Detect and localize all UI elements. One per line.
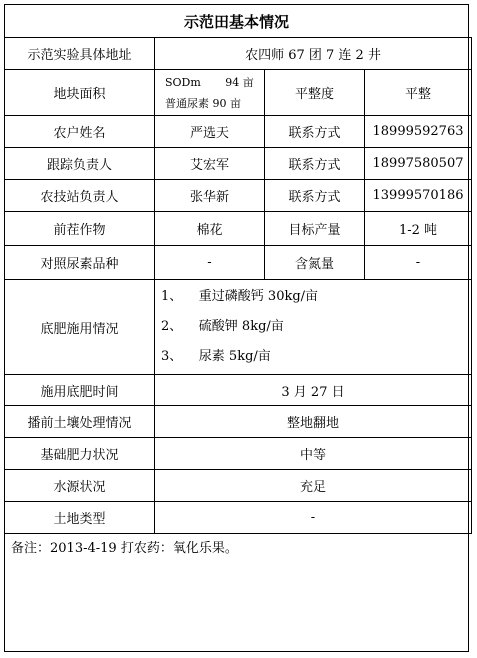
area-value xyxy=(155,70,265,116)
address-label: 示范实验具体地址 xyxy=(5,38,155,70)
tracker-contact-label: 联系方式 xyxy=(265,148,365,180)
agri-station-phone: 13999570186 xyxy=(365,180,472,212)
area-label: 地块面积 xyxy=(5,70,155,116)
fertilizer-item: 3、 尿素 5kg/亩 xyxy=(161,349,271,364)
control-urea-label: 对照尿素品种 xyxy=(5,246,155,280)
farmer-phone: 18999592763 xyxy=(365,116,472,148)
row-farmer xyxy=(5,116,472,148)
row-area xyxy=(5,70,472,116)
row-address xyxy=(5,38,472,70)
fertilizer-item: 1、 重过磷酸钙 30kg/亩 xyxy=(161,289,319,304)
address-value: 农四师 67 团 7 连 2 井 xyxy=(155,38,472,70)
row-previous-crop xyxy=(5,212,472,246)
nitrogen-label: 含氮量 xyxy=(265,246,365,280)
tracker-name: 艾宏军 xyxy=(155,148,265,180)
row-control-urea xyxy=(5,246,472,280)
info-sheet xyxy=(4,4,469,652)
fertility-value: 中等 xyxy=(155,438,472,470)
info-table xyxy=(4,37,472,534)
water-label: 水源状况 xyxy=(5,470,155,502)
base-time-label: 施用底肥时间 xyxy=(5,375,155,406)
fertilizer-item: 2、 硫酸钾 8kg/亩 xyxy=(161,319,284,334)
row-soil-treatment xyxy=(5,406,472,438)
nitrogen-value: - xyxy=(365,246,472,280)
row-base-time xyxy=(5,375,472,406)
target-yield-value: 1-2 吨 xyxy=(365,212,472,246)
previous-crop-label: 前茬作物 xyxy=(5,212,155,246)
row-tracker xyxy=(5,148,472,180)
land-type-label: 土地类型 xyxy=(5,502,155,534)
agri-station-contact-label: 联系方式 xyxy=(265,180,365,212)
flatness-label: 平整度 xyxy=(265,70,365,116)
tracker-label: 跟踪负责人 xyxy=(5,148,155,180)
row-fertility xyxy=(5,438,472,470)
previous-crop-value: 棉花 xyxy=(155,212,265,246)
base-fertilizer-label: 底肥施用情况 xyxy=(5,280,155,375)
row-land-type xyxy=(5,502,472,534)
agri-station-name: 张华新 xyxy=(155,180,265,212)
land-type-value: - xyxy=(155,502,472,534)
row-base-fertilizer xyxy=(5,280,472,375)
water-value: 充足 xyxy=(155,470,472,502)
fertility-label: 基础肥力状况 xyxy=(5,438,155,470)
farmer-label: 农户姓名 xyxy=(5,116,155,148)
soil-treatment-label: 播前土壤处理情况 xyxy=(5,406,155,438)
remark-text: 备注：2013-4-19 打农药：氧化乐果。 xyxy=(11,541,238,556)
target-yield-label: 目标产量 xyxy=(265,212,365,246)
area-line-1: SODm 94 亩 xyxy=(165,75,254,89)
sheet-title: 示范田基本情况 xyxy=(5,5,468,38)
area-line-2: 普通尿素 90 亩 xyxy=(165,96,241,110)
soil-treatment-value: 整地翻地 xyxy=(155,406,472,438)
farmer-contact-label: 联系方式 xyxy=(265,116,365,148)
farmer-name: 严选天 xyxy=(155,116,265,148)
tracker-phone: 18997580507 xyxy=(365,148,472,180)
row-agri-station xyxy=(5,180,472,212)
flatness-value: 平整 xyxy=(365,70,472,116)
row-water xyxy=(5,470,472,502)
base-time-value: 3 月 27 日 xyxy=(155,375,472,406)
agri-station-label: 农技站负责人 xyxy=(5,180,155,212)
control-urea-value: - xyxy=(155,246,265,280)
base-fertilizer-list xyxy=(155,280,472,375)
